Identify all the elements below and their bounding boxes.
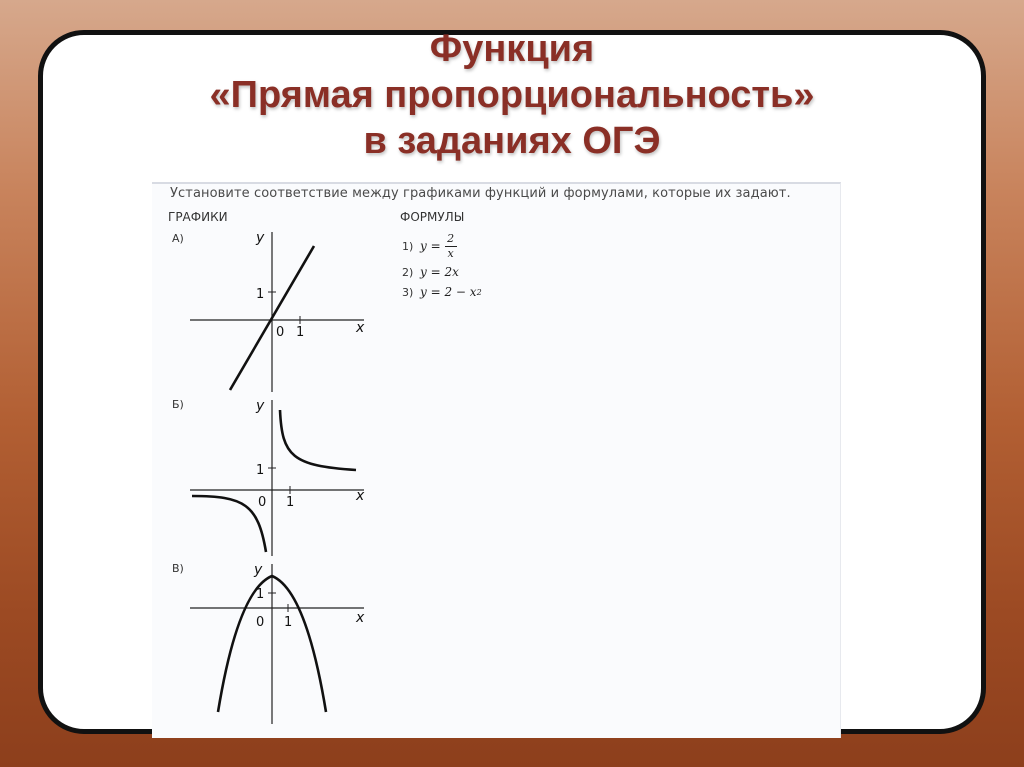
graph-v-y-label: y (254, 562, 263, 578)
slide-title (38, 26, 986, 164)
graph-v (188, 560, 378, 726)
graph-b-x-label: x (356, 488, 365, 504)
graph-b-one-x: 1 (286, 495, 295, 510)
graph-a-y-label: y (256, 230, 265, 246)
formula-list (402, 230, 482, 302)
task-image (152, 182, 841, 738)
formula-3-expr: y = 2 − x (420, 285, 477, 299)
formula-1-denominator: x (447, 246, 454, 260)
graph-b-curve-left (192, 496, 266, 552)
graph-v-x-label: x (356, 610, 365, 626)
graphs-header: ГРАФИКИ (168, 210, 228, 224)
title-line-1: Функция (429, 28, 595, 70)
graph-a-one-y: 1 (256, 287, 265, 302)
formula-3-exponent: 2 (476, 287, 482, 297)
graph-v-label: В) (172, 562, 184, 575)
formula-3-num: 3) (402, 285, 414, 299)
graph-a-one-x: 1 (296, 325, 305, 340)
graph-b-origin: 0 (258, 495, 267, 510)
formula-2-num: 2) (402, 265, 414, 279)
formula-1-numerator: 2 (447, 231, 455, 245)
graph-a-label: А) (172, 232, 184, 245)
graph-b-one-y: 1 (256, 463, 265, 478)
task-question: Установите соответствие между графиками функций и формулами, которые их задают. (170, 186, 791, 201)
formula-1 (402, 230, 482, 262)
graph-v-origin: 0 (256, 615, 265, 630)
title-line-2: «Прямая пропорциональность» (209, 74, 815, 116)
formula-1-num: 1) (402, 239, 414, 253)
formula-1-fraction (445, 233, 457, 260)
formula-3 (402, 282, 482, 302)
graph-a-origin: 0 (276, 325, 285, 340)
graph-b (188, 396, 378, 558)
formula-1-lhs: y = (420, 239, 441, 253)
graph-b-label: Б) (172, 398, 184, 411)
title-line-3: в заданиях ОГЭ (363, 120, 661, 162)
formulas-header: ФОРМУЛЫ (400, 210, 465, 224)
graph-v-one-x: 1 (284, 615, 293, 630)
graph-b-y-label: y (256, 398, 265, 414)
graph-b-curve-right (280, 410, 356, 470)
graph-a-x-label: x (356, 320, 365, 336)
formula-2-expr: y = 2x (420, 265, 459, 279)
graph-a (188, 228, 378, 394)
graph-v-one-y: 1 (256, 587, 265, 602)
formula-2 (402, 262, 482, 282)
